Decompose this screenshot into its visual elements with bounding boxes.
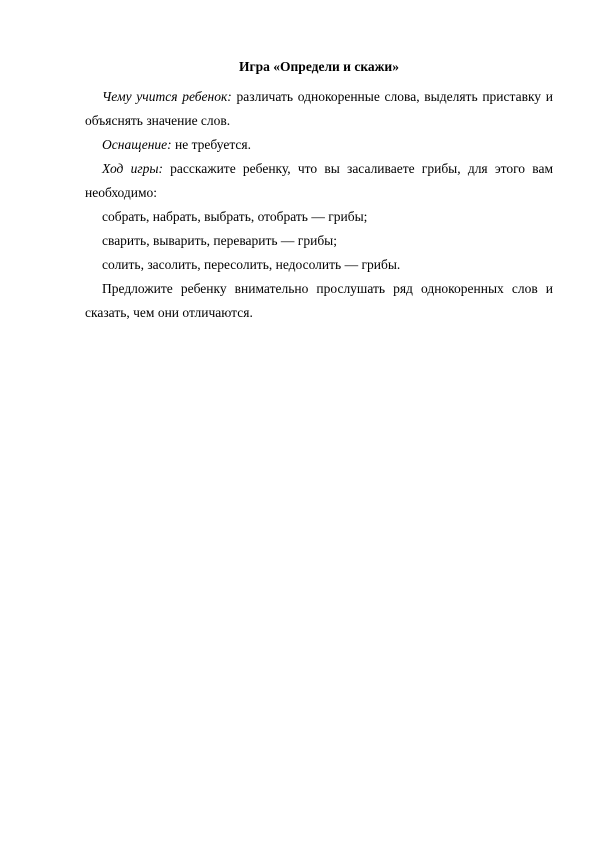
goal-label: Чему учится ребенок: (102, 89, 232, 104)
closing-paragraph: Предложите ребенку внимательно прослушать ряд однокоренных слов и сказать, чем они отличаются. (85, 281, 553, 320)
goal-text: различать однокоренные слова, выделять приставку и объяснять значение слов. (85, 89, 553, 128)
word-list-line: солить, засолить, пересолить, недосолить — грибы. (102, 257, 401, 272)
procedure-label: Ход игры: (102, 161, 163, 176)
equipment-paragraph (85, 133, 553, 157)
procedure-text: расскажите ребенку, что вы засаливаете грибы, для этого вам необходимо: (85, 161, 553, 200)
procedure-paragraph (85, 157, 553, 205)
word-list-line: собрать, набрать, выбрать, отобрать — грибы; (102, 209, 368, 224)
goal-paragraph (85, 85, 553, 133)
word-list-line: сварить, выварить, переварить — грибы; (102, 233, 338, 248)
page-title: Игра «Определи и скажи» (239, 59, 399, 74)
document-body (85, 85, 553, 325)
equipment-label: Оснащение: (102, 137, 172, 152)
equipment-text: не требуется. (171, 137, 251, 152)
